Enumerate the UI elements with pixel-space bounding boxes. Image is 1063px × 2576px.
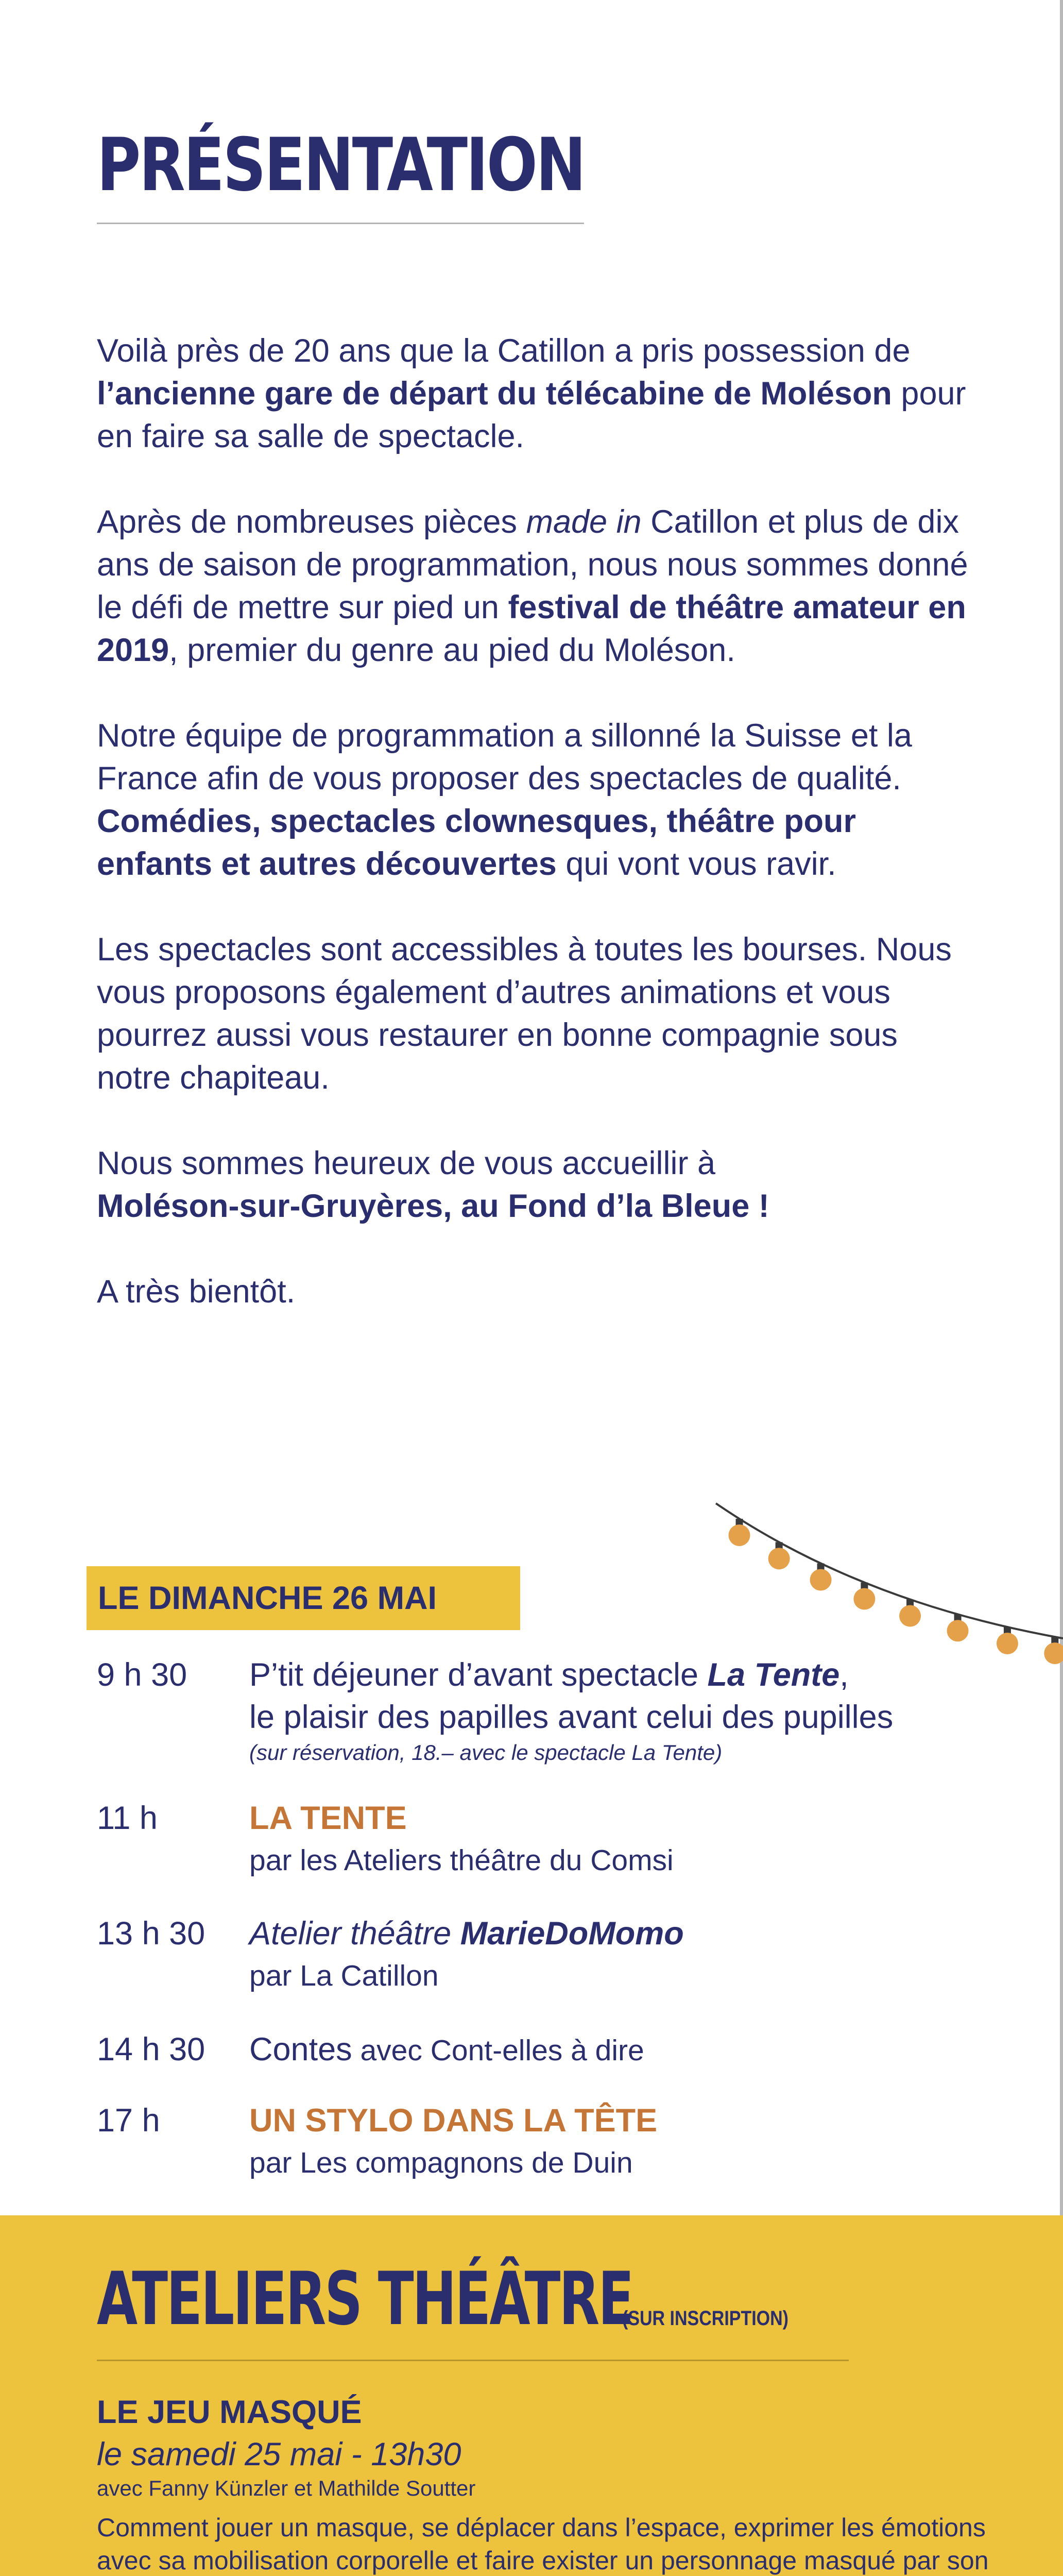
schedule-item [97, 1797, 1024, 1885]
schedule-title: UN STYLO DANS LA TÊTE [249, 2103, 658, 2139]
text-run-bold: festival de théâtre amateur en 2019 [97, 589, 966, 668]
schedule-desc [249, 1797, 1063, 1882]
title-underline [97, 223, 584, 224]
title-text: P’tit déjeuner d’avant spectacle [249, 1657, 708, 1693]
schedule-time: 9 h 30 [97, 1657, 187, 1693]
workshop-date: le samedi 25 mai - 13h30 [97, 2436, 461, 2472]
schedule-subtitle: par La Catillon [249, 1959, 439, 1992]
workshop-hosts: avec Fanny Künzler et Mathilde Soutter [97, 2476, 476, 2500]
schedule-time: 17 h [97, 2103, 160, 2139]
text-run: pour en faire sa salle de spectacle. [97, 376, 966, 454]
schedule-desc [249, 1654, 1063, 1767]
paragraph-6 [97, 1270, 972, 1313]
text-run: Notre équipe de programmation a sillonné la Suisse et la France afin de vous proposer des spectacles de qualité. [97, 718, 912, 796]
schedule-item [97, 1912, 1024, 2000]
text-run: qui vont vous ravir. [556, 846, 836, 882]
schedule-desc [249, 1912, 1063, 1997]
ateliers-underline [97, 2360, 849, 2361]
paragraph-4 [97, 928, 972, 1099]
lights-cord [716, 1503, 1063, 1638]
light-bulb [947, 1620, 969, 1641]
schedule-title: LA TENTE [249, 1800, 407, 1836]
title-text: Atelier théâtre [249, 1916, 460, 1952]
day-banner: LE DIMANCHE 26 MAI [87, 1566, 520, 1630]
presentation-text [97, 330, 972, 1356]
title-emphasis: La Tente [707, 1657, 840, 1693]
schedule-desc [249, 2028, 1063, 2072]
text-run-bold: Comédies, spectacles clownesques, théâtre pour enfants et autres découvertes [97, 803, 856, 882]
light-bulb [768, 1548, 790, 1569]
title-text: Contes [249, 2031, 352, 2067]
schedule-desc [249, 2099, 1063, 2184]
title-emphasis: MarieDoMomo [460, 1916, 684, 1952]
workshop-name: LE JEU MASQUÉ [97, 2394, 362, 2430]
schedule-item [97, 1654, 1024, 1767]
schedule-subtitle: par Les compagnons de Duin [249, 2146, 633, 2179]
light-bulb [729, 1524, 750, 1546]
paragraph-3 [97, 715, 972, 886]
light-bulb [997, 1633, 1018, 1654]
schedule-item [97, 2099, 1024, 2187]
schedule-subtitle: le plaisir des papilles avant celui des pupilles [249, 1699, 894, 1735]
schedule-time: 11 h [97, 1800, 158, 1836]
workshop-card [97, 2391, 1003, 2576]
light-bulb [810, 1569, 832, 1590]
text-run: Les spectacles sont accessibles à toutes les bourses. Nous vous proposons également d’autres animations et vous pourrez aussi vous restaurer en bonne compagnie sous notre chapiteau. [97, 931, 952, 1096]
schedule-title [249, 2028, 1063, 2072]
text-run: , premier du genre au pied du Moléson. [169, 632, 735, 668]
schedule-subtitle: par les Ateliers théâtre du Comsi [249, 1844, 674, 1877]
ateliers-title: ATELIERS THÉÂTRE [97, 2257, 633, 2342]
paragraph-5 [97, 1142, 972, 1228]
page-edge-shadow [1060, 0, 1063, 2215]
schedule-note: (sur réservation, 18.– avec le spectacle La Tente) [249, 1740, 723, 1765]
text-run: A très bientôt. [97, 1274, 296, 1310]
text-run: Voilà près de 20 ans que la Catillon a pris possession de [97, 333, 911, 369]
paragraph-1 [97, 330, 972, 458]
text-run: Après de nombreuses pièces [97, 504, 526, 540]
paragraph-2 [97, 501, 972, 672]
text-run-bold: l’ancienne gare de départ du télécabine de Moléson [97, 376, 892, 412]
string-lights-icon [706, 1484, 1063, 1669]
light-bulb [899, 1605, 921, 1626]
schedule-item [97, 2028, 1024, 2075]
title-rest: avec Cont-elles à dire [352, 2034, 644, 2067]
text-run-bold: Moléson-sur-Gruyères, au Fond d’la Bleue ! [97, 1188, 769, 1224]
workshop-description: Comment jouer un masque, se déplacer dans l’espace, exprimer les émotions avec sa mobilisation corporelle et faire exister un personnage masqué par son [97, 2513, 989, 2575]
text-run: Catillon et plus de dix ans de saison de programmation, nous nous sommes donné le défi de mettre sur pied un [97, 504, 968, 625]
schedule-title [249, 1912, 1063, 1955]
text-run-italic: made in [526, 504, 642, 540]
text-run: Nous sommes heureux de vous accueillir à [97, 1145, 716, 1181]
ateliers-section [0, 2215, 1063, 2576]
ateliers-subtitle: (SUR INSCRIPTION) [622, 2307, 788, 2330]
schedule-title [249, 1654, 1063, 1696]
title-text: , [839, 1657, 849, 1693]
schedule-time: 13 h 30 [97, 1916, 205, 1952]
light-bulb [853, 1588, 875, 1610]
schedule-time: 14 h 30 [97, 2031, 205, 2067]
presentation-title: PRÉSENTATION [97, 123, 585, 208]
